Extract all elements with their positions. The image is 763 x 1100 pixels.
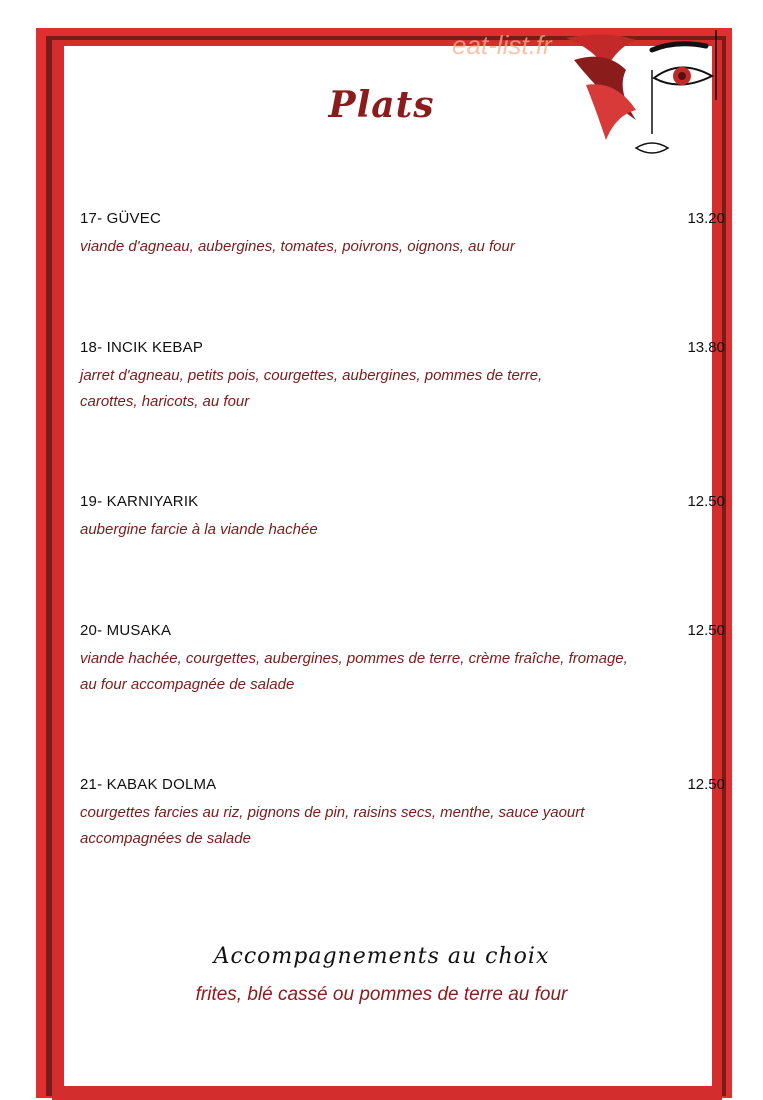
description-line: jarret d'agneau, petits pois, courgettes, aubergines, pommes de terre, [80, 367, 543, 384]
item-name: 18- INCIK KEBAP [80, 339, 204, 356]
item-description [80, 234, 725, 260]
item-name: 20- MUSAKA [80, 622, 172, 639]
menu-item [80, 493, 725, 543]
item-description [80, 363, 725, 415]
description-line: carottes, haricots, au four [80, 393, 250, 410]
accompaniments-description: frites, blé cassé ou pommes de terre au four [195, 984, 568, 1005]
menu-item [80, 339, 725, 415]
item-price: 12.50 [687, 493, 725, 510]
watermark: eat-list.fr [452, 30, 552, 60]
item-price: 12.50 [687, 776, 725, 793]
item-price: 12.50 [687, 622, 725, 639]
description-line: aubergine farcie à la viande hachée [80, 521, 318, 538]
item-name: 17- GÜVEC [80, 210, 161, 227]
menu-page [64, 46, 712, 1086]
page-title: Plats [328, 84, 435, 126]
item-name: 19- KARNIYARIK [80, 493, 199, 510]
item-description [80, 517, 725, 543]
item-price: 13.80 [687, 339, 725, 356]
menu-item [80, 622, 725, 698]
item-description [80, 646, 725, 698]
menu-item [80, 210, 725, 260]
description-line: courgettes farcies au riz, pignons de pin, raisins secs, menthe, sauce yaourt [80, 804, 585, 821]
description-line: viande d'agneau, aubergines, tomates, poivrons, oignons, au four [80, 238, 515, 255]
item-name: 21- KABAK DOLMA [80, 776, 217, 793]
item-description [80, 800, 725, 852]
item-price: 13.20 [687, 210, 725, 227]
description-line: viande hachée, courgettes, aubergines, pommes de terre, crème fraîche, fromage, [80, 650, 628, 667]
description-line: au four accompagnée de salade [80, 676, 295, 693]
description-line: accompagnées de salade [80, 830, 251, 847]
accompaniments-title: Accompagnements au choix [213, 944, 550, 969]
menu-item [80, 776, 725, 852]
